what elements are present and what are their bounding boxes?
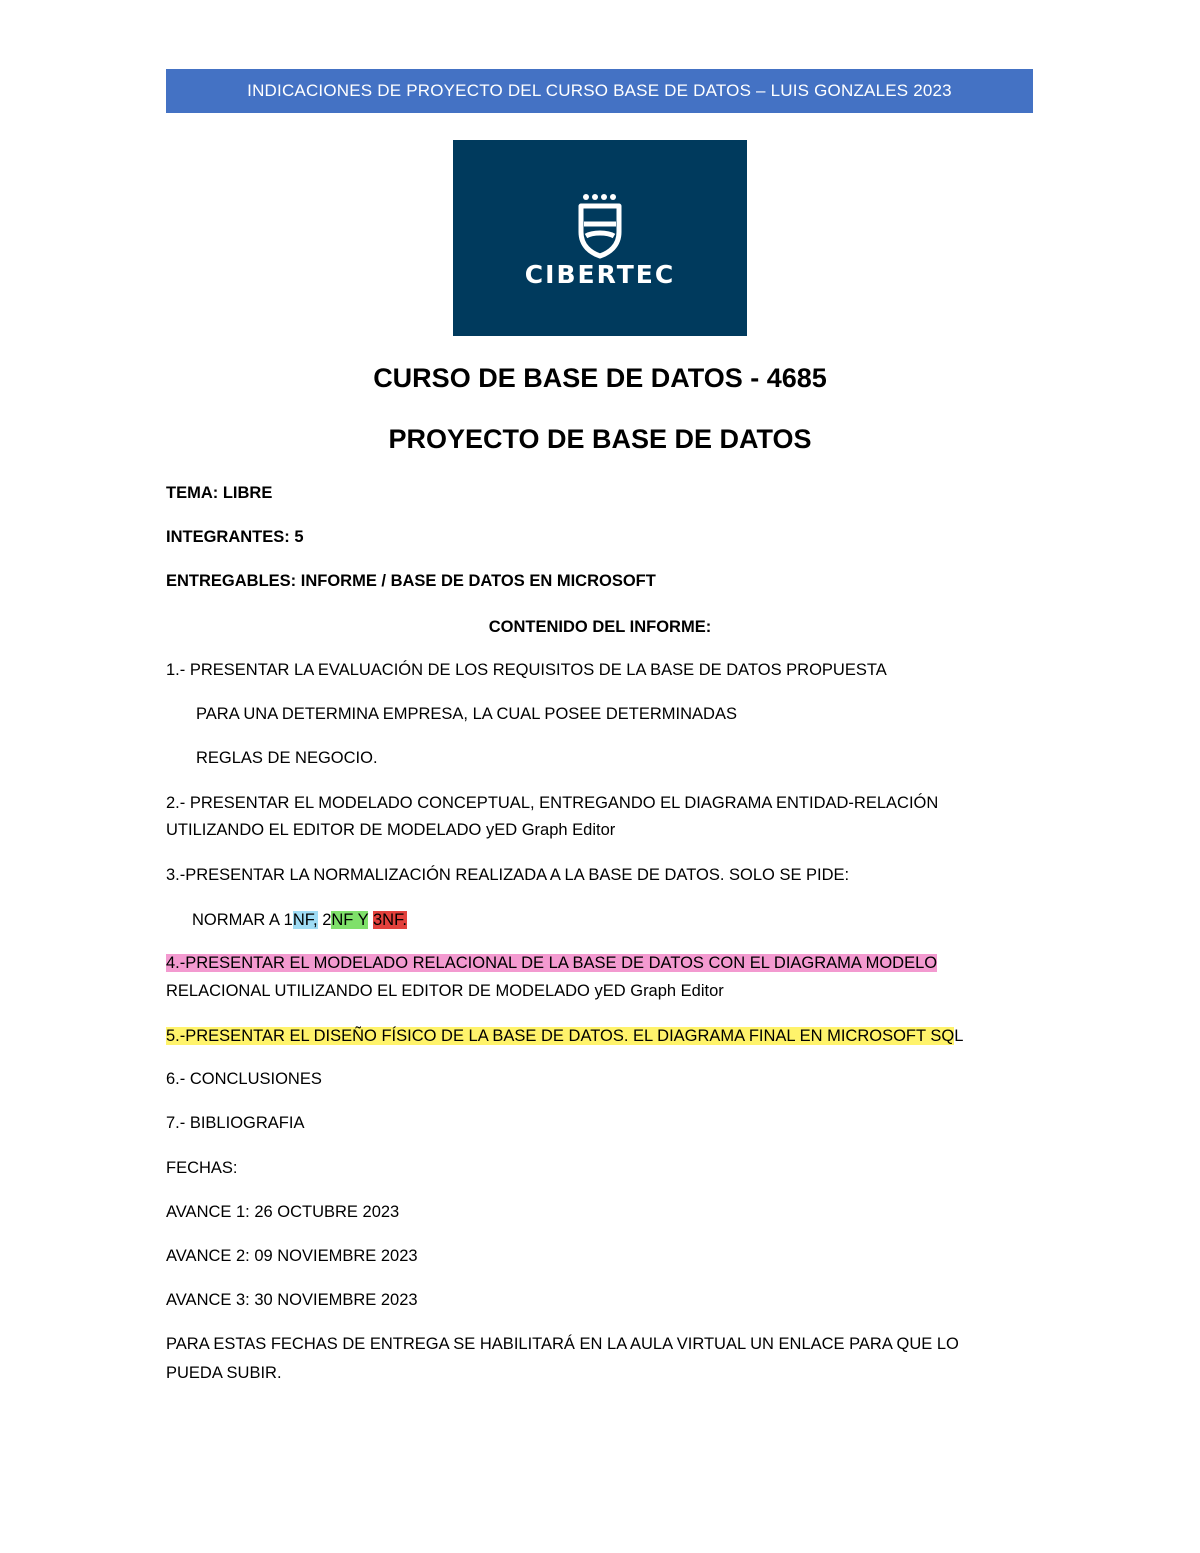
item4-highlight: 4.-PRESENTAR EL MODELADO RELACIONAL DE LA BASE DE DATOS CON EL DIAGRAMA MODELO bbox=[166, 954, 938, 972]
item6-line: 6.- CONCLUSIONES bbox=[166, 1070, 322, 1088]
item2-line2: UTILIZANDO EL EDITOR DE MODELADO yED Graph Editor bbox=[166, 821, 616, 839]
project-title: PROYECTO DE BASE DE DATOS bbox=[388, 424, 812, 454]
tema-line: TEMA: LIBRE bbox=[166, 484, 273, 502]
item7-line: 7.- BIBLIOGRAFIA bbox=[166, 1114, 305, 1132]
entregables-line: ENTREGABLES: INFORME / BASE DE DATOS EN MICROSOFT bbox=[166, 572, 656, 590]
integrantes-line: INTEGRANTES: 5 bbox=[166, 528, 304, 546]
avance3-line: AVANCE 3: 30 NOVIEMBRE 2023 bbox=[166, 1291, 418, 1309]
document-header-bar bbox=[166, 69, 1033, 113]
cibertec-logo bbox=[453, 140, 747, 336]
item5-highlight: 5.-PRESENTAR EL DISEÑO FÍSICO DE LA BASE DE DATOS. EL DIAGRAMA FINAL EN MICROSOFT SQ bbox=[166, 1027, 955, 1045]
nf-separator: 2 bbox=[317, 911, 332, 929]
header-text: INDICACIONES DE PROYECTO DEL CURSO BASE DE DATOS – LUIS GONZALES 2023 bbox=[247, 81, 952, 100]
item1-line3: REGLAS DE NEGOCIO. bbox=[196, 749, 378, 767]
item2-line1: 2.- PRESENTAR EL MODELADO CONCEPTUAL, ENTREGANDO EL DIAGRAMA ENTIDAD-RELACIÓN bbox=[166, 794, 939, 812]
fechas-label: FECHAS: bbox=[166, 1159, 238, 1177]
item5-line bbox=[166, 1025, 963, 1047]
item5-tail: L bbox=[954, 1027, 964, 1045]
nf3-highlight: 3NF. bbox=[372, 911, 407, 929]
closing-line1: PARA ESTAS FECHAS DE ENTREGA SE HABILITARÁ EN LA AULA VIRTUAL UN ENLACE PARA QUE LO bbox=[166, 1335, 959, 1353]
contenido-heading: CONTENIDO DEL INFORME: bbox=[488, 618, 712, 636]
nf1-highlight: NF, bbox=[292, 911, 318, 929]
item4-line1 bbox=[166, 952, 937, 974]
item1-line1: 1.- PRESENTAR LA EVALUACIÓN DE LOS REQUISITOS DE LA BASE DE DATOS PROPUESTA bbox=[166, 661, 887, 679]
nf-prefix: NORMAR A 1 bbox=[192, 911, 293, 929]
course-title: CURSO DE BASE DE DATOS - 4685 bbox=[373, 363, 827, 393]
avance2-line: AVANCE 2: 09 NOVIEMBRE 2023 bbox=[166, 1247, 418, 1265]
item4-line2: RELACIONAL UTILIZANDO EL EDITOR DE MODELADO yED Graph Editor bbox=[166, 982, 724, 1000]
avance1-line: AVANCE 1: 26 OCTUBRE 2023 bbox=[166, 1203, 400, 1221]
closing-line2: PUEDA SUBIR. bbox=[166, 1364, 282, 1382]
item1-line2: PARA UNA DETERMINA EMPRESA, LA CUAL POSEE DETERMINADAS bbox=[196, 705, 737, 723]
cibertec-logo-icon bbox=[453, 140, 747, 336]
logo-wordmark: CIBERTEC bbox=[524, 260, 676, 289]
item3-line1: 3.-PRESENTAR LA NORMALIZACIÓN REALIZADA A LA BASE DE DATOS. SOLO SE PIDE: bbox=[166, 866, 850, 884]
nf2-highlight: NF Y bbox=[331, 911, 369, 929]
item3-normal-forms bbox=[192, 909, 407, 931]
